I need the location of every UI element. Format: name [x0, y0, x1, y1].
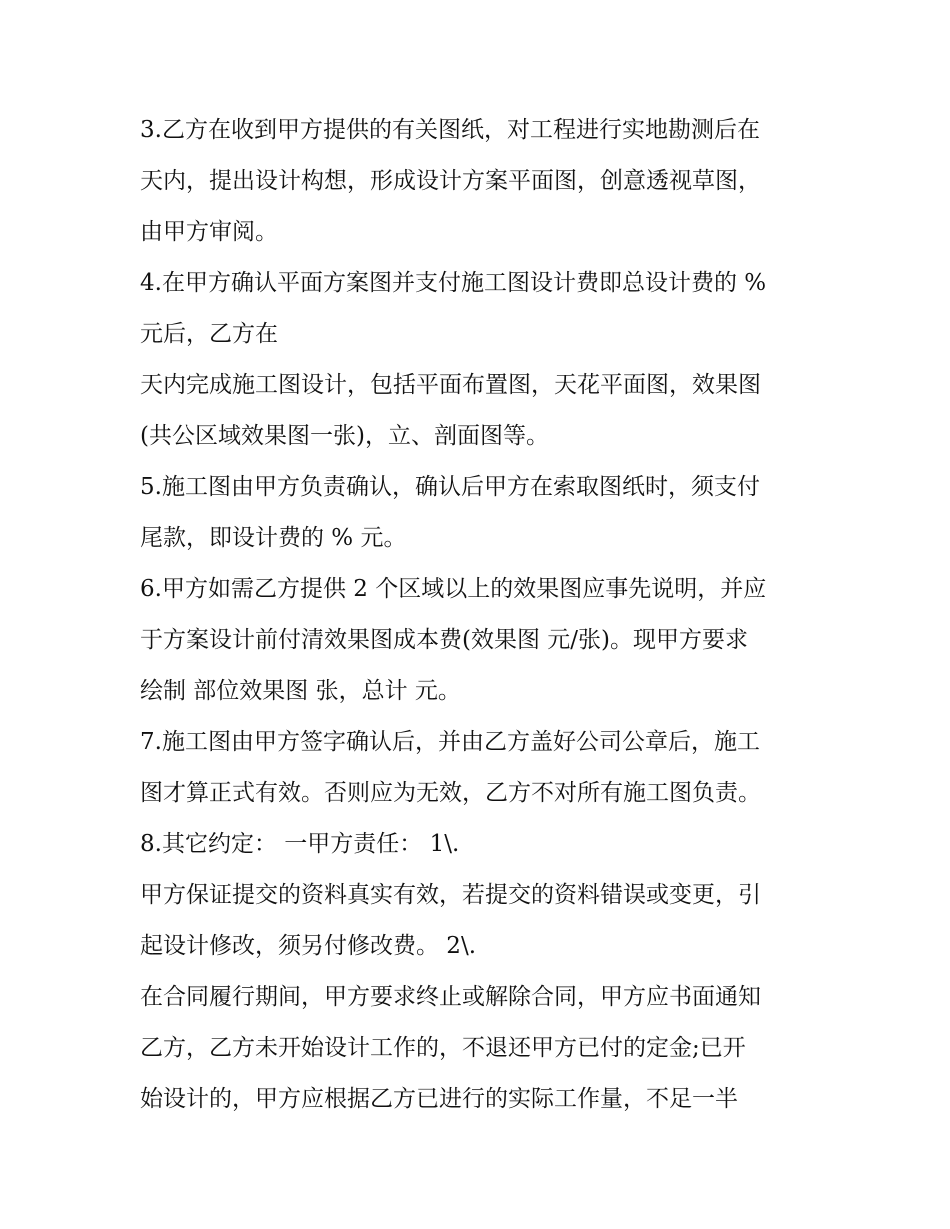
- text-line: 4.在甲方确认平面方案图并支付施工图设计费即总设计费的 %: [140, 270, 767, 296]
- text-line: 天内，提出设计构想，形成设计方案平面图，创意透视草图，: [140, 168, 761, 194]
- text-line: 天内完成施工图设计，包括平面布置图，天花平面图，效果图: [140, 372, 761, 398]
- text-line: 由甲方审阅。: [140, 219, 278, 245]
- text-line: 6.甲方如需乙方提供 2 个区域以上的效果图应事先说明，并应: [140, 576, 767, 602]
- document-body: [140, 105, 820, 1125]
- text-line: 甲方保证提交的资料真实有效，若提交的资料错误或变更，引: [140, 882, 761, 908]
- text-line: 乙方，乙方未开始设计工作的，不退还甲方已付的定金;已开: [140, 1035, 746, 1061]
- text-line: 7.施工图由甲方签字确认后，并由乙方盖好公司公章后，施工: [140, 729, 760, 755]
- text-line: 8.其它约定： 一甲方责任： 1\.: [140, 831, 460, 857]
- text-line: 起设计修改，须另付修改费。 2\.: [140, 933, 477, 959]
- text-line: 绘制 部位效果图 张，总计 元。: [140, 678, 461, 704]
- text-line: 5.施工图由甲方负责确认，确认后甲方在索取图纸时，须支付: [140, 474, 760, 500]
- text-line: 3.乙方在收到甲方提供的有关图纸，对工程进行实地勘测后在: [140, 117, 760, 143]
- text-line: 尾款，即设计费的 % 元。: [140, 525, 407, 551]
- text-line: 始设计的，甲方应根据乙方已进行的实际工作量，不足一半: [140, 1086, 738, 1112]
- text-line: 在合同履行期间，甲方要求终止或解除合同，甲方应书面通知: [140, 984, 761, 1010]
- text-line: (共公区域效果图一张)，立、剖面图等。: [140, 423, 549, 449]
- text-line: 元后，乙方在: [140, 321, 278, 347]
- text-line: 图才算正式有效。否则应为无效，乙方不对所有施工图负责。: [140, 780, 761, 806]
- text-line: 于方案设计前付清效果图成本费(效果图 元/张)。现甲方要求: [140, 627, 749, 653]
